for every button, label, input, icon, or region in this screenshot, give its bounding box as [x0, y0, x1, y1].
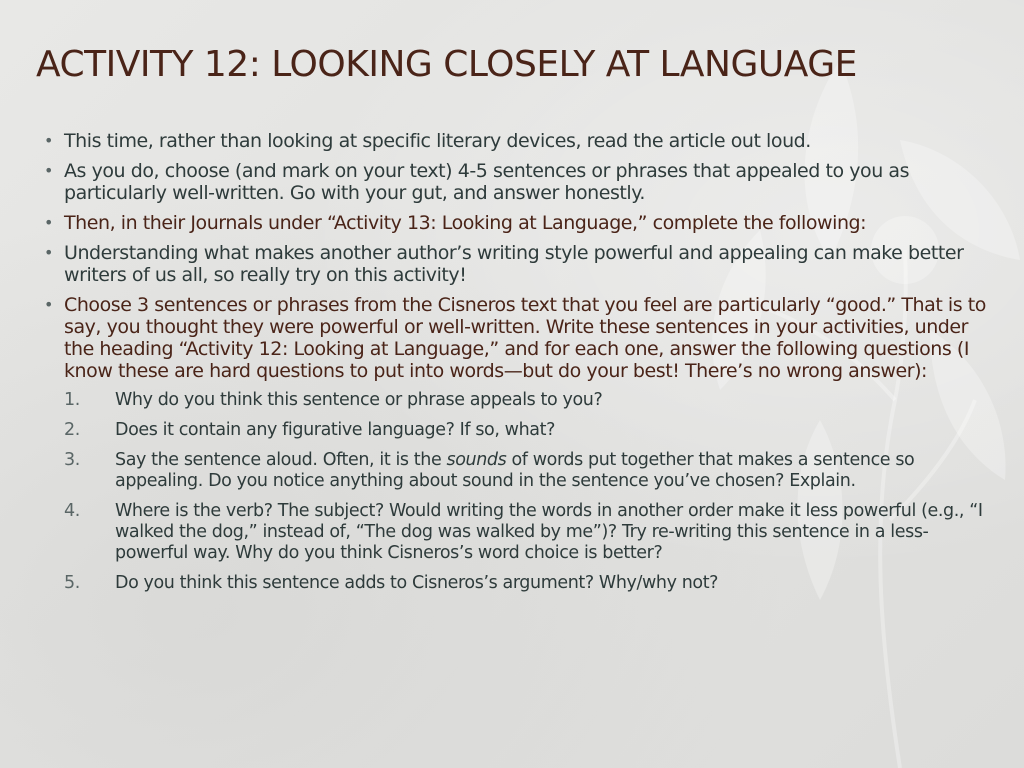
list-item	[44, 130, 989, 152]
bullet-text: Choose 3 sentences or phrases from the Cisneros text that you feel are particularly “good.” That is to say, you thought they were powerful or well-written. Write these sentences in your activities, under the heading “Activity 12: Looking at Language,” and for each one, answer the following questions (I know these are hard questions to put into words—but do your best! There’s no wrong answer):	[64, 294, 986, 382]
list-item	[44, 501, 989, 564]
bullet-text: As you do, choose (and mark on your text) 4-5 sentences or phrases that appealed to you as particularly well-written. Go with your gut, and answer honestly.	[64, 160, 910, 204]
page-title: ACTIVITY 12: LOOKING CLOSELY AT LANGUAGE	[36, 44, 857, 85]
bullet-icon: •	[44, 213, 53, 232]
list-item	[44, 450, 989, 492]
question-text: Does it contain any figurative language? If so, what?	[115, 420, 555, 440]
bullet-text: Then, in their Journals under “Activity 13: Looking at Language,” complete the following:	[64, 212, 867, 234]
list-item	[44, 390, 989, 411]
bullet-icon: •	[44, 243, 53, 262]
list-item	[44, 160, 989, 204]
question-text-after: of words put together that makes a sentence so appealing. Do you notice anything about sound in the sentence you’ve chosen? Explain.	[115, 450, 915, 491]
question-list	[44, 390, 989, 594]
bullet-icon: •	[44, 131, 53, 150]
question-number: 1.	[64, 390, 80, 410]
question-number: 3.	[64, 450, 80, 470]
question-number: 5.	[64, 573, 80, 593]
list-item	[44, 573, 989, 594]
question-number: 4.	[64, 501, 80, 521]
list-item	[44, 420, 989, 441]
question-number: 2.	[64, 420, 80, 440]
question-text: Why do you think this sentence or phrase appeals to you?	[115, 390, 603, 410]
bullet-list	[44, 130, 989, 382]
question-text-before: Say the sentence aloud. Often, it is the	[115, 450, 447, 470]
question-text: Do you think this sentence adds to Cisneros’s argument? Why/why not?	[115, 573, 719, 593]
list-item	[44, 242, 989, 286]
slide-body	[44, 130, 989, 603]
list-item	[44, 294, 989, 382]
bullet-text: Understanding what makes another author’s writing style powerful and appealing can make better writers of us all, so really try on this activity!	[64, 242, 964, 286]
bullet-text: This time, rather than looking at specific literary devices, read the article out loud.	[64, 130, 811, 152]
question-text: Where is the verb? The subject? Would writing the words in another order make it less powerful (e.g., “I walked the dog,” instead of, “The dog was walked by me”)? Try re-writing this sentence in a less-powerful way. Why do you think Cisneros’s word choice is better?	[115, 501, 983, 563]
list-item	[44, 212, 989, 234]
bullet-icon: •	[44, 295, 53, 314]
bullet-icon: •	[44, 161, 53, 180]
question-text	[115, 450, 914, 491]
question-text-italic: sounds	[446, 450, 507, 470]
